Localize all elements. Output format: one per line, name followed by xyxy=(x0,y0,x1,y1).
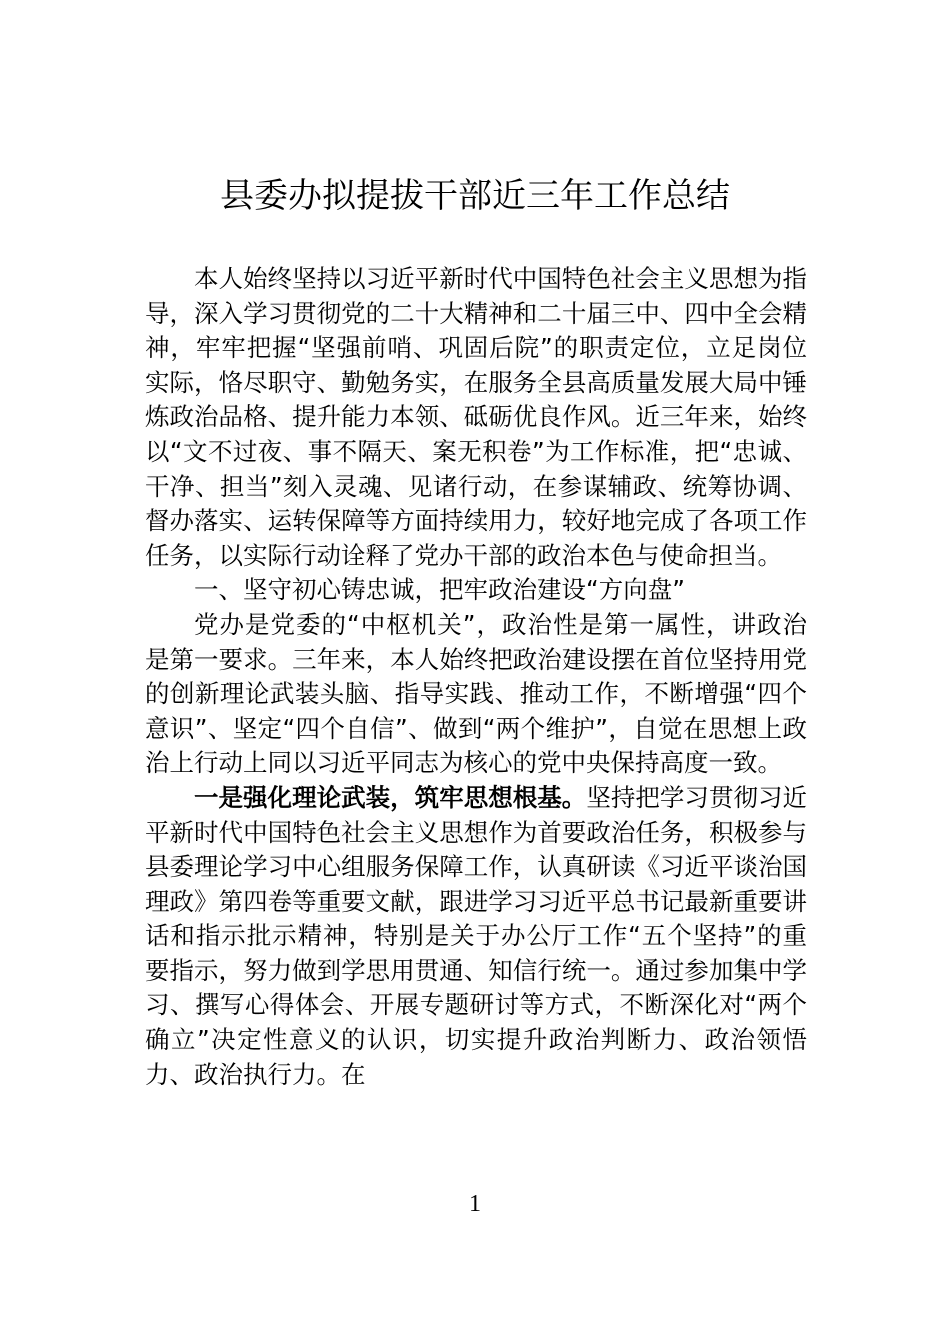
subsection-paragraph xyxy=(145,781,807,1092)
subsection-text: 坚持把学习贯彻习近平新时代中国特色社会主义思想作为首要政治任务，积极参与县委理论学习中心组服务保障工作，认真研读《习近平谈治国理政》第四卷等重要文献，跟进学习习近平总书记最新重要讲话和指示批示精神，特别是关于办公厅工作“五个坚持”的重要指示，努力做到学思用贯通、知信行统一。通过参加集中学习、撰写心得体会、开展专题研讨等方式，不断深化对“两个确立”决定性意义的认识，切实提升政治判断力、政治领悟力、政治执行力。在 xyxy=(145,782,808,1089)
section-intro-paragraph: 党办是党委的“中枢机关”，政治性是第一属性，讲政治是第一要求。三年来，本人始终把政治建设摆在首位坚持用党的创新理论武装头脑、指导实践、推动工作，不断增强“四个意识”、坚定“四个自信”、做到“两个维护”，自觉在思想上政治上行动上同以习近平同志为核心的党中央保持高度一致。 xyxy=(145,609,807,778)
page-number: 1 xyxy=(469,1191,481,1217)
section-heading: 一、坚守初心铸忠诚，把牢政治建设“方向盘” xyxy=(194,575,685,605)
subsection-lead: 一是强化理论武装，筑牢思想根基。 xyxy=(194,782,587,812)
intro-paragraph: 本人始终坚持以习近平新时代中国特色社会主义思想为指导，深入学习贯彻党的二十大精神和二十届三中、四中全会精神，牢牢把握“坚强前哨、巩固后院”的职责定位，立足岗位实际，恪尽职守、勤勉务实，在服务全县高质量发展大局中锤炼政治品格、提升能力本领、砥砺优良作风。近三年来，始终以“文不过夜、事不隔天、案无积卷”为工作标准，把“忠诚、干净、担当”刻入灵魂、见诸行动，在参谋辅政、统筹协调、督办落实、运转保障等方面持续用力，较好地完成了各项工作任务，以实际行动诠释了党办干部的政治本色与使命担当。 xyxy=(145,264,807,570)
document-title: 县委办拟提拔干部近三年工作总结 xyxy=(220,176,730,216)
document-body xyxy=(145,262,807,1092)
